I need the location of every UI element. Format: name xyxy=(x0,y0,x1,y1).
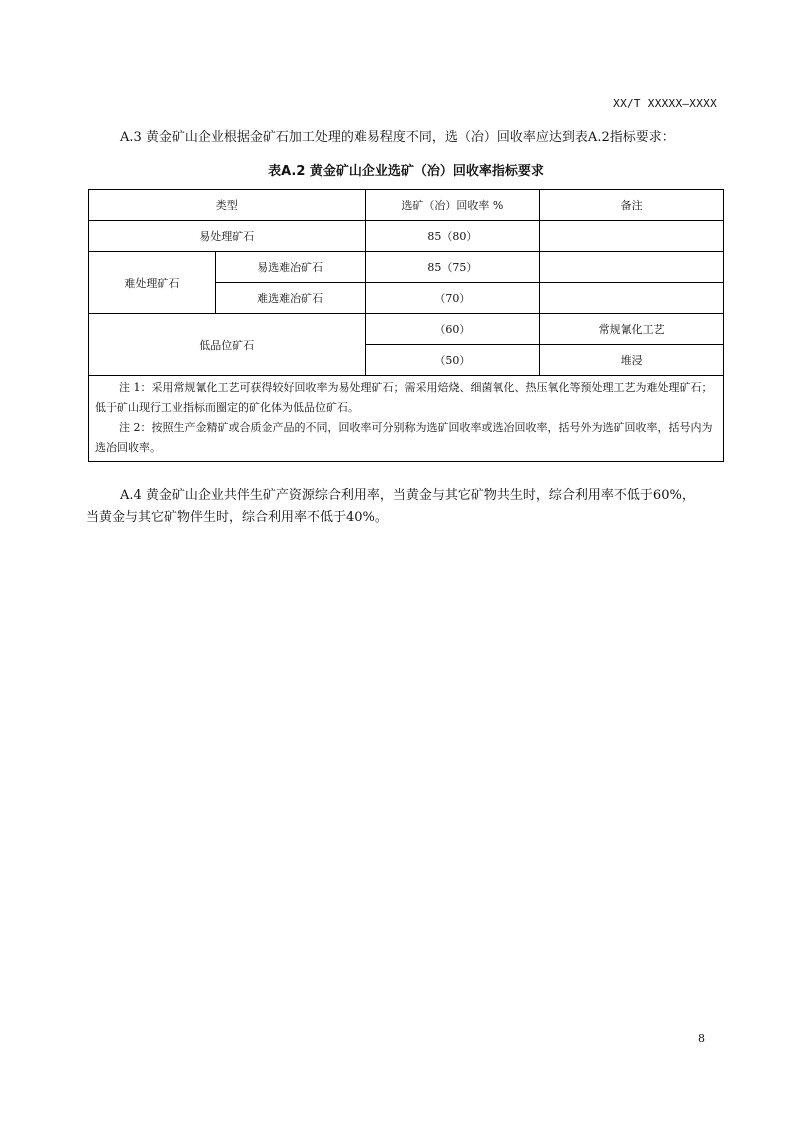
page-number: 8 xyxy=(698,1032,705,1045)
cell-remark xyxy=(540,283,724,314)
table-note-1: 注 1：采用常规氰化工艺可获得较好回收率为易处理矿石；需采用焙烧、细菌氧化、热压氧化等预处理工艺为难处理矿石；低于矿山现行工业指标而圈定的矿化体为低品位矿石。 xyxy=(95,381,713,414)
cell-remark xyxy=(540,252,724,283)
table-row xyxy=(89,314,724,345)
cell-type-group: 难处理矿石 xyxy=(89,252,216,314)
paragraph-a3: A.3 黄金矿山企业根据金矿石加工处理的难易程度不同，选（冶）回收率应达到表A.2指标要求： xyxy=(120,130,675,145)
table-notes xyxy=(89,376,724,462)
cell-remark: 堆浸 xyxy=(540,345,724,376)
cell-subtype: 易选难冶矿石 xyxy=(215,252,365,283)
paragraph-a4-line-1: A.4 黄金矿山企业共伴生矿产资源综合利用率，当黄金与其它矿物共生时，综合利用率不低于60%， xyxy=(120,488,695,503)
table-notes-row xyxy=(89,376,724,462)
cell-rate: （50） xyxy=(365,345,540,376)
cell-rate: 85（75） xyxy=(365,252,540,283)
cell-remark: 常规氰化工艺 xyxy=(540,314,724,345)
table-row xyxy=(89,221,724,252)
table-row xyxy=(89,252,724,283)
header-rate: 选矿（冶）回收率 % xyxy=(365,190,540,221)
cell-subtype: 难选难冶矿石 xyxy=(215,283,365,314)
cell-remark xyxy=(540,221,724,252)
header-remark: 备注 xyxy=(540,190,724,221)
cell-rate: 85（80） xyxy=(365,221,540,252)
table-header-row xyxy=(89,190,724,221)
document-code: XX/T XXXXX—XXXX xyxy=(613,97,717,110)
paragraph-a4 xyxy=(86,485,722,529)
recovery-rate-table xyxy=(88,189,724,462)
table-note-2: 注 2：按照生产金精矿或合质金产品的不同，回收率可分别称为选矿回收率或选冶回收率，括号外为选矿回收率，括号内为选冶回收率。 xyxy=(95,421,713,454)
header-type: 类型 xyxy=(89,190,366,221)
cell-type-group: 低品位矿石 xyxy=(89,314,366,376)
paragraph-a4-line-2: 当黄金与其它矿物伴生时，综合利用率不低于40%。 xyxy=(86,510,388,525)
cell-rate: （70） xyxy=(365,283,540,314)
table-title: 表A.2 黄金矿山企业选矿（冶）回收率指标要求 xyxy=(268,164,544,179)
cell-type: 易处理矿石 xyxy=(89,221,366,252)
cell-rate: （60） xyxy=(365,314,540,345)
